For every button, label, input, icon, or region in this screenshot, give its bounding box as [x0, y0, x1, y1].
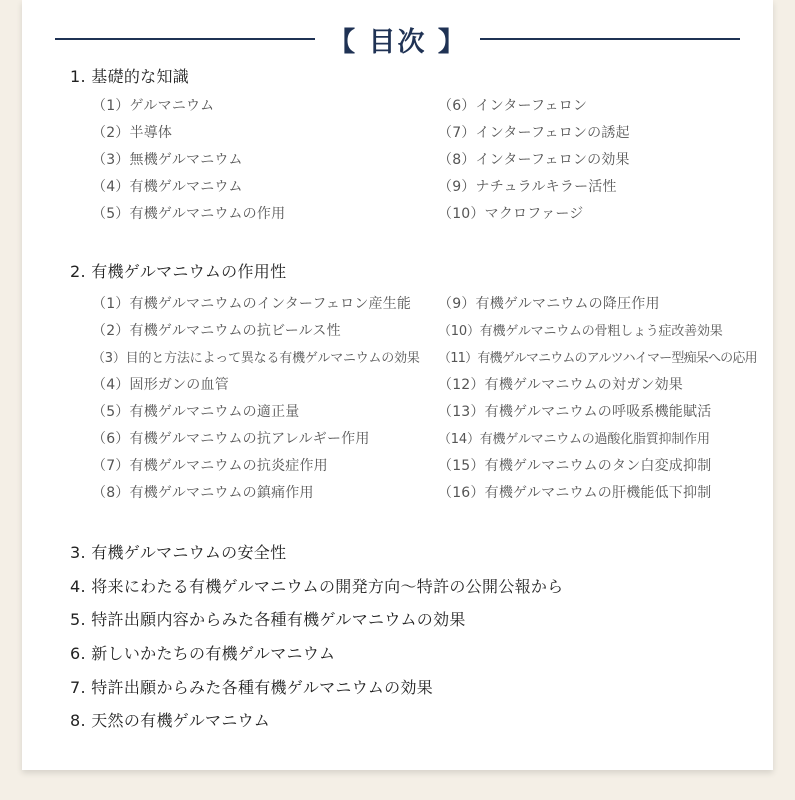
toc-item: （12）有機ゲルマニウムの対ガン効果	[438, 377, 683, 393]
title-rule-left	[55, 38, 315, 40]
toc-item: （6）有機ゲルマニウムの抗アレルギー作用	[92, 431, 370, 447]
toc-item: （7）有機ゲルマニウムの抗炎症作用	[92, 458, 328, 474]
title-rule-right	[480, 38, 740, 40]
toc-item: （4）有機ゲルマニウム	[92, 179, 243, 195]
chapter-heading: 7. 特許出願からみた各種有機ゲルマニウムの効果	[70, 678, 434, 697]
toc-item: （9）ナチュラルキラー活性	[438, 179, 617, 195]
toc-item: （1）ゲルマニウム	[92, 98, 215, 114]
chapter-heading: 5. 特許出願内容からみた各種有機ゲルマニウムの効果	[70, 610, 466, 629]
toc-item: （11）有機ゲルマニウムのアルツハイマー型痴呆への応用	[438, 351, 757, 366]
toc-item: （15）有機ゲルマニウムのタン白変成抑制	[438, 458, 712, 474]
chapter-heading: 6. 新しいかたちの有機ゲルマニウム	[70, 644, 336, 663]
title-row	[0, 18, 795, 58]
toc-item: （5）有機ゲルマニウムの適正量	[92, 404, 300, 420]
toc-item: （16）有機ゲルマニウムの肝機能低下抑制	[438, 485, 712, 501]
toc-item: （6）インターフェロン	[438, 98, 588, 114]
toc-item: （8）有機ゲルマニウムの鎮痛作用	[92, 485, 314, 501]
toc-item: （9）有機ゲルマニウムの降圧作用	[438, 296, 660, 312]
page-title: 【 目次 】	[328, 27, 467, 58]
toc-item: （10）マクロファージ	[438, 206, 584, 222]
toc-item: （7）インターフェロンの誘起	[438, 125, 630, 141]
toc-item: （1）有機ゲルマニウムのインターフェロン産生能	[92, 296, 412, 312]
toc-item: （3）目的と方法によって異なる有機ゲルマニウムの効果	[92, 351, 420, 366]
toc-item: （10）有機ゲルマニウムの骨粗しょう症改善効果	[438, 324, 723, 339]
toc-item: （8）インターフェロンの効果	[438, 152, 630, 168]
toc-item: （5）有機ゲルマニウムの作用	[92, 206, 286, 222]
toc-item: （2）有機ゲルマニウムの抗ビールス性	[92, 323, 341, 339]
section-heading-2: 2. 有機ゲルマニウムの作用性	[70, 262, 287, 281]
chapter-heading: 3. 有機ゲルマニウムの安全性	[70, 543, 287, 562]
chapter-heading: 8. 天然の有機ゲルマニウム	[70, 711, 271, 730]
toc-item: （13）有機ゲルマニウムの呼吸系機能賦活	[438, 404, 712, 420]
toc-item: （4）固形ガンの血管	[92, 377, 229, 393]
toc-item: （14）有機ゲルマニウムの過酸化脂質抑制作用	[438, 432, 710, 447]
toc-item: （2）半導体	[92, 125, 173, 141]
toc-item: （3）無機ゲルマニウム	[92, 152, 243, 168]
section-heading-1: 1. 基礎的な知識	[70, 67, 190, 86]
chapter-heading: 4. 将来にわたる有機ゲルマニウムの開発方向〜特許の公開公報から	[70, 577, 564, 596]
